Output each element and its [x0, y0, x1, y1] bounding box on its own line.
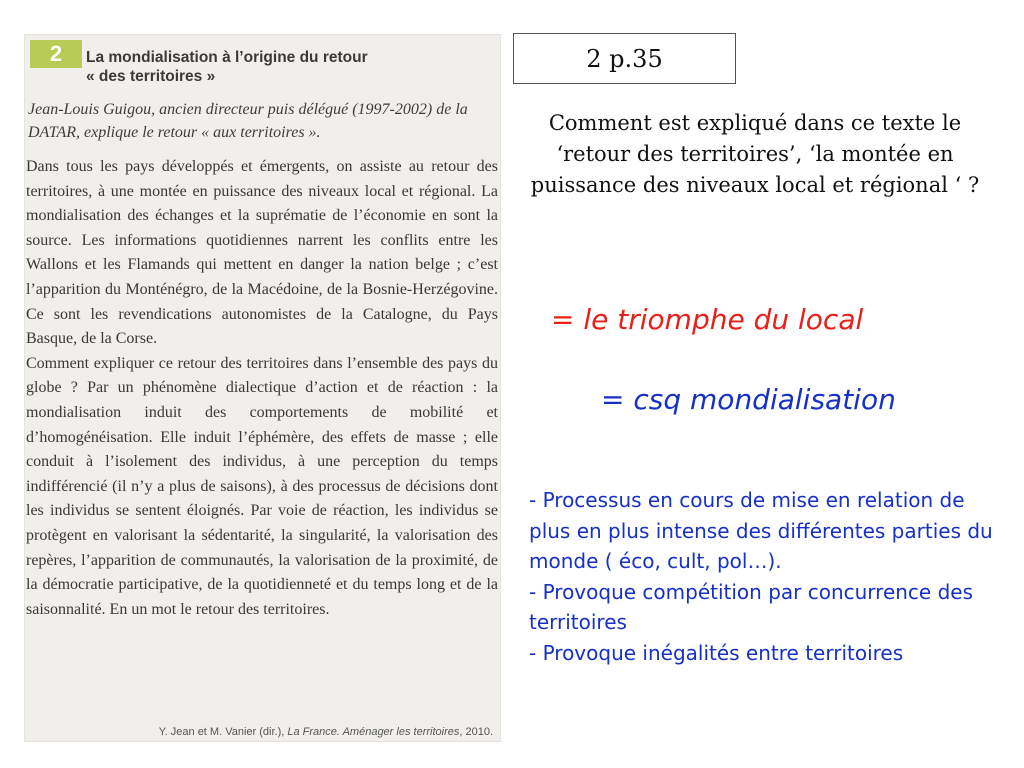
answer2-prefix: = [601, 383, 634, 416]
document-title-line2: « des territoires » [86, 68, 216, 85]
answer-consequence-globalisation [601, 383, 896, 416]
answer1-text: le triomphe du local [583, 303, 864, 336]
body-paragraph-1: Dans tous les pays développés et émergents, on assiste au retour des territoires, à une montée en puissance des niveaux local et régional. La mondialisation des échanges et la suprématie de l’économie en sont la source. Les informations quotidiennes narrent les conflits entre les Wallons et les Flamands qui mettent en danger la nation belge ; c’est l’apparition du Monténégro, de la Macédoine, de la Bosnie-Herzégovine. Ce sont les revendications autonomistes de la Catalogne, du Pays Basque, de la Corse. [26, 158, 498, 348]
question-text: Comment est expliqué dans ce texte le ‘retour des territoires’, ‘la montée en puissance des niveaux local et régional ‘ ? [530, 111, 980, 197]
document-source [159, 726, 493, 738]
textbook-excerpt-image [24, 34, 501, 742]
document-intro: Jean-Louis Guigou, ancien directeur puis délégué (1997-2002) de la DATAR, explique le retour « aux territoires ». [28, 101, 468, 141]
document-number-badge: 2 [30, 40, 82, 68]
body-paragraph-2: Comment expliquer ce retour des territoires dans l’ensemble des pays du globe ? Par un phénomène dialectique d’action et de réaction : la mondialisation induit des comportements de mobilité et d’homogénéisation. Elle induit l’éphémère, des effets de masse ; elle conduit à l’isolement des individus, à une perception du temps indifférencié (il n’y a plus de saisons), à des processus de décisions dont les individus se sentent éloignés. Par voie de réaction, les individus se protègent en valorisant la sédentarité, la singularité, la valorisation des repères, l’apparition de communautés, la valorisation de la proximité, de la démocratie participative, de la quotidienneté et du temps long et de la saisonnalité. En un mot le retour des territoires. [26, 354, 498, 618]
bullet-points [529, 485, 1009, 668]
bullet-point-2: - Provoque compétition par concurrence des territoires [529, 579, 980, 634]
source-year: , 2010. [459, 726, 493, 738]
bullet-point-1: - Processus en cours de mise en relation de plus en plus intense des différentes parties du monde ( éco, cult, pol…). [529, 488, 1000, 573]
bullet-point-3: - Provoque inégalités entre territoires [529, 640, 904, 665]
document-title [86, 48, 368, 86]
answer1-prefix: = [551, 303, 584, 336]
document-title-line1: La mondialisation à l’origine du retour [86, 49, 368, 66]
document-header [28, 40, 497, 85]
answer2-text: csq mondialisation [633, 383, 896, 416]
document-body [26, 155, 498, 622]
source-title: La France. Aménager les territoires [287, 726, 460, 738]
source-authors: Y. Jean et M. Vanier (dir.), [158, 726, 288, 738]
page-reference-box: 2 p.35 [513, 33, 736, 84]
answer-local-triumph [551, 303, 863, 336]
